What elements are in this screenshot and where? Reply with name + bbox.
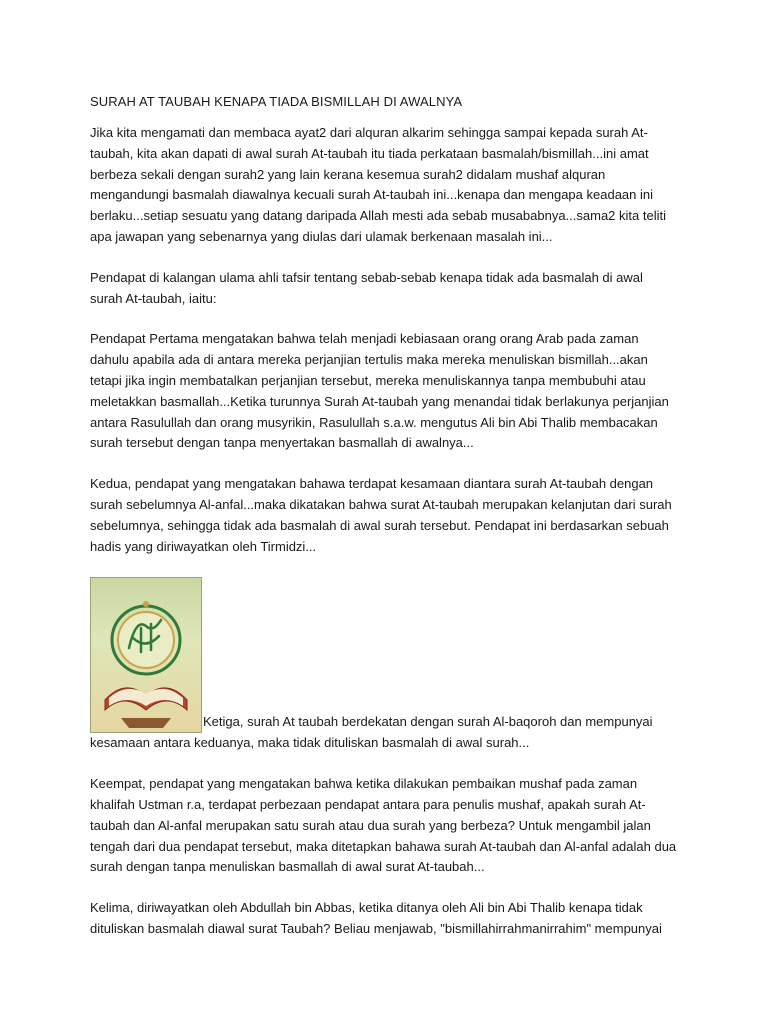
paragraph-opinions-intro: Pendapat di kalangan ulama ahli tafsir tentang sebab-sebab kenapa tidak ada basmalah di awal surah At-taubah, iaitu:	[90, 269, 643, 306]
paragraph-third-opinion-text: Ketiga, surah At taubah berdekatan dengan surah Al-baqoroh dan mempunyai kesamaan antara keduanya, maka tidak dituliskan basmalah di awal surah...	[90, 714, 653, 751]
paragraph-fourth-opinion: Keempat, pendapat yang mengatakan bahwa ketika dilakukan pembaikan mushaf pada zaman khalifah Ustman r.a, terdapat perbezaan pendapat antara para penulis mushaf, apakah surah At-taubah dan Al-anfal merupakan satu surah atau dua surah yang berbeza? Untuk mengambil jalan tengah dari dua pendapat tersebut, maka ditetapkan bahawa surah At-taubah dan Al-anfal adalah dua surah dengan tanpa menuliskan basmallah di awal surat At-taubah...	[90, 776, 677, 875]
paragraph-third-opinion	[90, 577, 678, 754]
quran-calligraphy-image	[90, 577, 202, 733]
paragraph-first-opinion: Pendapat Pertama mengatakan bahwa telah menjadi kebiasaan orang orang Arab pada zaman dahulu apabila ada di antara mereka perjanjian tertulis maka mereka menuliskan bismillah...akan tetapi jika ingin membatalkan perjanjian tersebut, mereka menuliskannya tanpa membubuhi atau meletakkan basmallah...Ketika turunnya Surah At-taubah yang menandai tidak berlakunya perjanjian antara Rasulullah dan orang musyrikin, Rasulullah s.a.w. mengutus Ali bin Abi Thalib membacakan surah tersebut dengan tanpa menyertakan basmallah di awalnya...	[90, 331, 669, 451]
paragraph-intro: Jika kita mengamati dan membaca ayat2 dari alquran alkarim sehingga sampai kepada surah At-taubah, kita akan dapati di awal surah At-taubah itu tiada perkataan basmalah/bismillah...ini amat berbeza sekali dengan surah2 yang lain kerana kesemua surah2 didalam mushaf alquran mengandungi basmalah diawalnya kecuali surah At-taubah ini...kenapa dan mengapa keadaan ini berlaku...setiap sesuatu yang datang daripada Allah mesti ada sebab musababnya...sama2 kita teliti apa jawapan yang sebenarnya yang diulas dari ulamak berkenaan masalah ini...	[90, 125, 666, 244]
paragraph-second-opinion: Kedua, pendapat yang mengatakan bahawa terdapat kesamaan diantara surah At-taubah dengan surah sebelumnya Al-anfal...maka dikatakan bahwa surat At-taubah merupakan kelanjutan dari surah sebelumnya, sehingga tidak ada basmalah di awal surah tersebut. Pendapat ini berdasarkan sebuah hadis yang diriwayatkan oleh Tirmidzi...	[90, 476, 672, 554]
document-title: SURAH AT TAUBAH KENAPA TIADA BISMILLAH DI AWALNYA	[90, 94, 463, 109]
paragraph-fifth-opinion: Kelima, diriwayatkan oleh Abdullah bin Abbas, ketika ditanya oleh Ali bin Abi Thalib kenapa tidak dituliskan basmalah diawal surat Taubah? Beliau menjawab, "bismillahirrahmanirrahim" mempunyai	[90, 900, 662, 936]
